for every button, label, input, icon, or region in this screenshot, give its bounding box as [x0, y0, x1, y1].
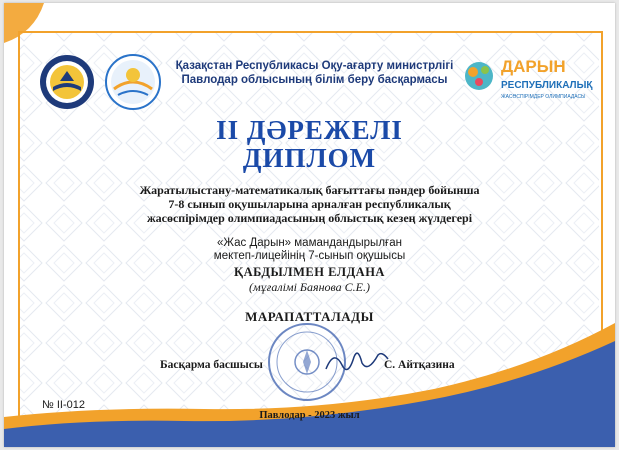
diploma-degree-title: II ДӘРЕЖЕЛІ: [216, 115, 403, 145]
issuer-line-ministry: Қазақстан Республикасы Оқу-ағарту министрлігі: [175, 60, 454, 72]
issuer-header: [172, 59, 457, 87]
description-line-2: 7-8 сынып оқушыларына арналған республикалық: [168, 197, 451, 211]
student-name: ҚАБДЫЛМЕН ЕЛДАНА: [234, 265, 385, 279]
school-line-1: «Жас Дарын» мамандандырылған: [217, 237, 402, 249]
description-line-1: Жаратылыстану-математикалық бағыттағы пәндер бойынша: [139, 183, 480, 197]
diploma-number: № II-012: [42, 399, 85, 411]
ministry-emblem-icon: [38, 53, 96, 111]
daryn-olympiad-logo-icon: [459, 48, 604, 110]
teacher-name: (мұғалімі Баянова С.Е.): [249, 280, 370, 294]
daryn-logo-word: ДАРЫН: [501, 57, 566, 76]
place-and-year: Павлодар - 2023 жыл: [259, 410, 360, 421]
signatory-role: Басқарма басшысы: [160, 359, 263, 371]
award-statement: МАРАПАТТАЛАДЫ: [245, 309, 374, 324]
diploma-title: ДИПЛОМ: [242, 143, 377, 173]
daryn-logo-line1: РЕСПУБЛИКАЛЫҚ: [501, 80, 593, 91]
signature-icon: [322, 343, 392, 379]
award-description: [4, 183, 615, 225]
signatory-name: С. Айтқазина: [384, 359, 455, 371]
issuer-line-department: Павлодар облысының білім беру басқармасы: [181, 74, 448, 86]
school-info: [4, 237, 615, 263]
daryn-logo-line2: ЖАСӨСПІРІМДЕР ОЛИМПИАДАСЫ: [501, 94, 586, 100]
school-line-2: мектеп-лицейінің 7-сынып оқушысы: [213, 250, 406, 262]
diploma-sheet: [4, 3, 615, 447]
pavlodar-education-emblem-icon: [104, 53, 162, 111]
description-line-3: жасөспірімдер олимпиадасының облыстық кезең жүлдегері: [146, 211, 473, 225]
